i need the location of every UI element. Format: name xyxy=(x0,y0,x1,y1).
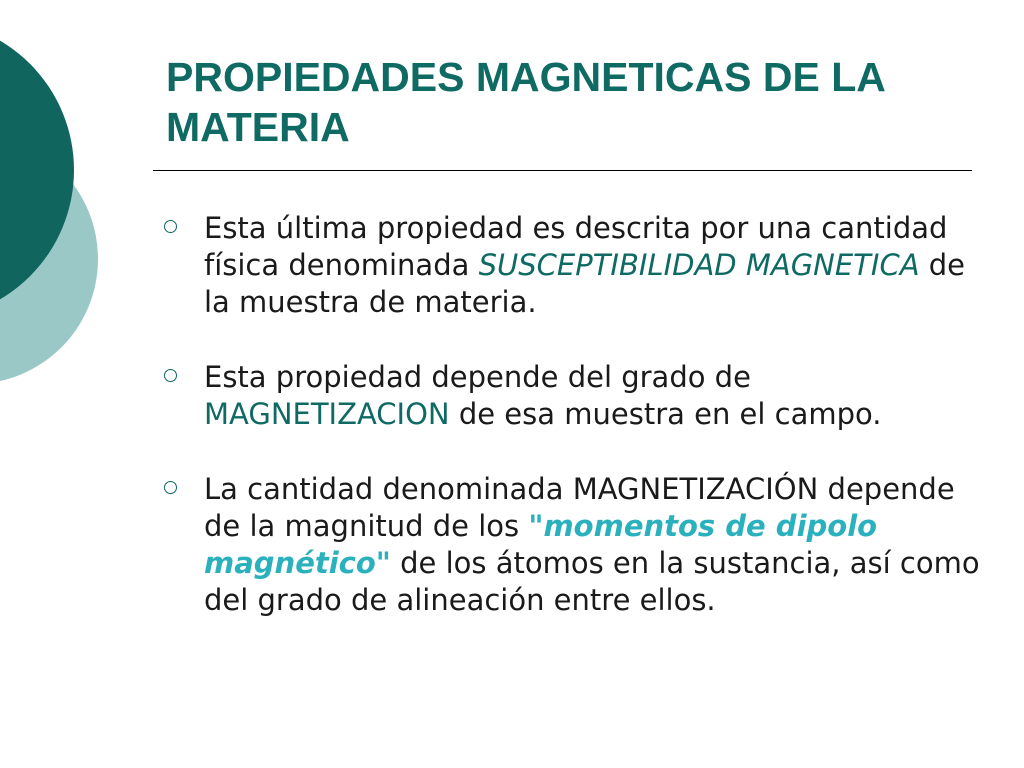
slide-title: PROPIEDADES MAGNETICAS DE LA MATERIA xyxy=(166,54,885,150)
magnetization-term: MAGNETIZACION xyxy=(204,397,450,431)
bullet-text-part: Esta propiedad depende del grado de xyxy=(204,360,751,394)
hollow-circle-icon xyxy=(164,481,177,494)
hollow-circle-icon xyxy=(164,220,177,233)
bullet-text-part: Esta última propiedad es descrita por una cantidad física denominada xyxy=(204,211,948,282)
susceptibility-term: SUSCEPTIBILIDAD MAGNETICA xyxy=(478,248,920,282)
bullet-list xyxy=(164,210,984,657)
hollow-circle-icon xyxy=(164,369,177,382)
bullet-item-dipole-moments xyxy=(164,471,984,619)
bullet-text-part: de esa muestra en el campo. xyxy=(449,397,882,431)
bullet-text xyxy=(204,471,984,619)
bullet-text-part: de los átomos en la sustancia, así como del grado de alineación entre ellos. xyxy=(204,546,980,617)
bullet-text-part: de la muestra de materia. xyxy=(204,248,966,319)
dipole-moment-term: "momentos de dipolo magnético" xyxy=(204,509,878,580)
bullet-item-magnetization xyxy=(164,359,984,433)
bullet-text xyxy=(204,210,984,321)
bullet-text-part: La cantidad denominada MAGNETIZACIÓN depende de la magnitud de los xyxy=(204,472,955,543)
bullet-text xyxy=(204,359,984,433)
bullet-item-susceptibility xyxy=(164,210,984,321)
title-underline xyxy=(153,170,972,171)
